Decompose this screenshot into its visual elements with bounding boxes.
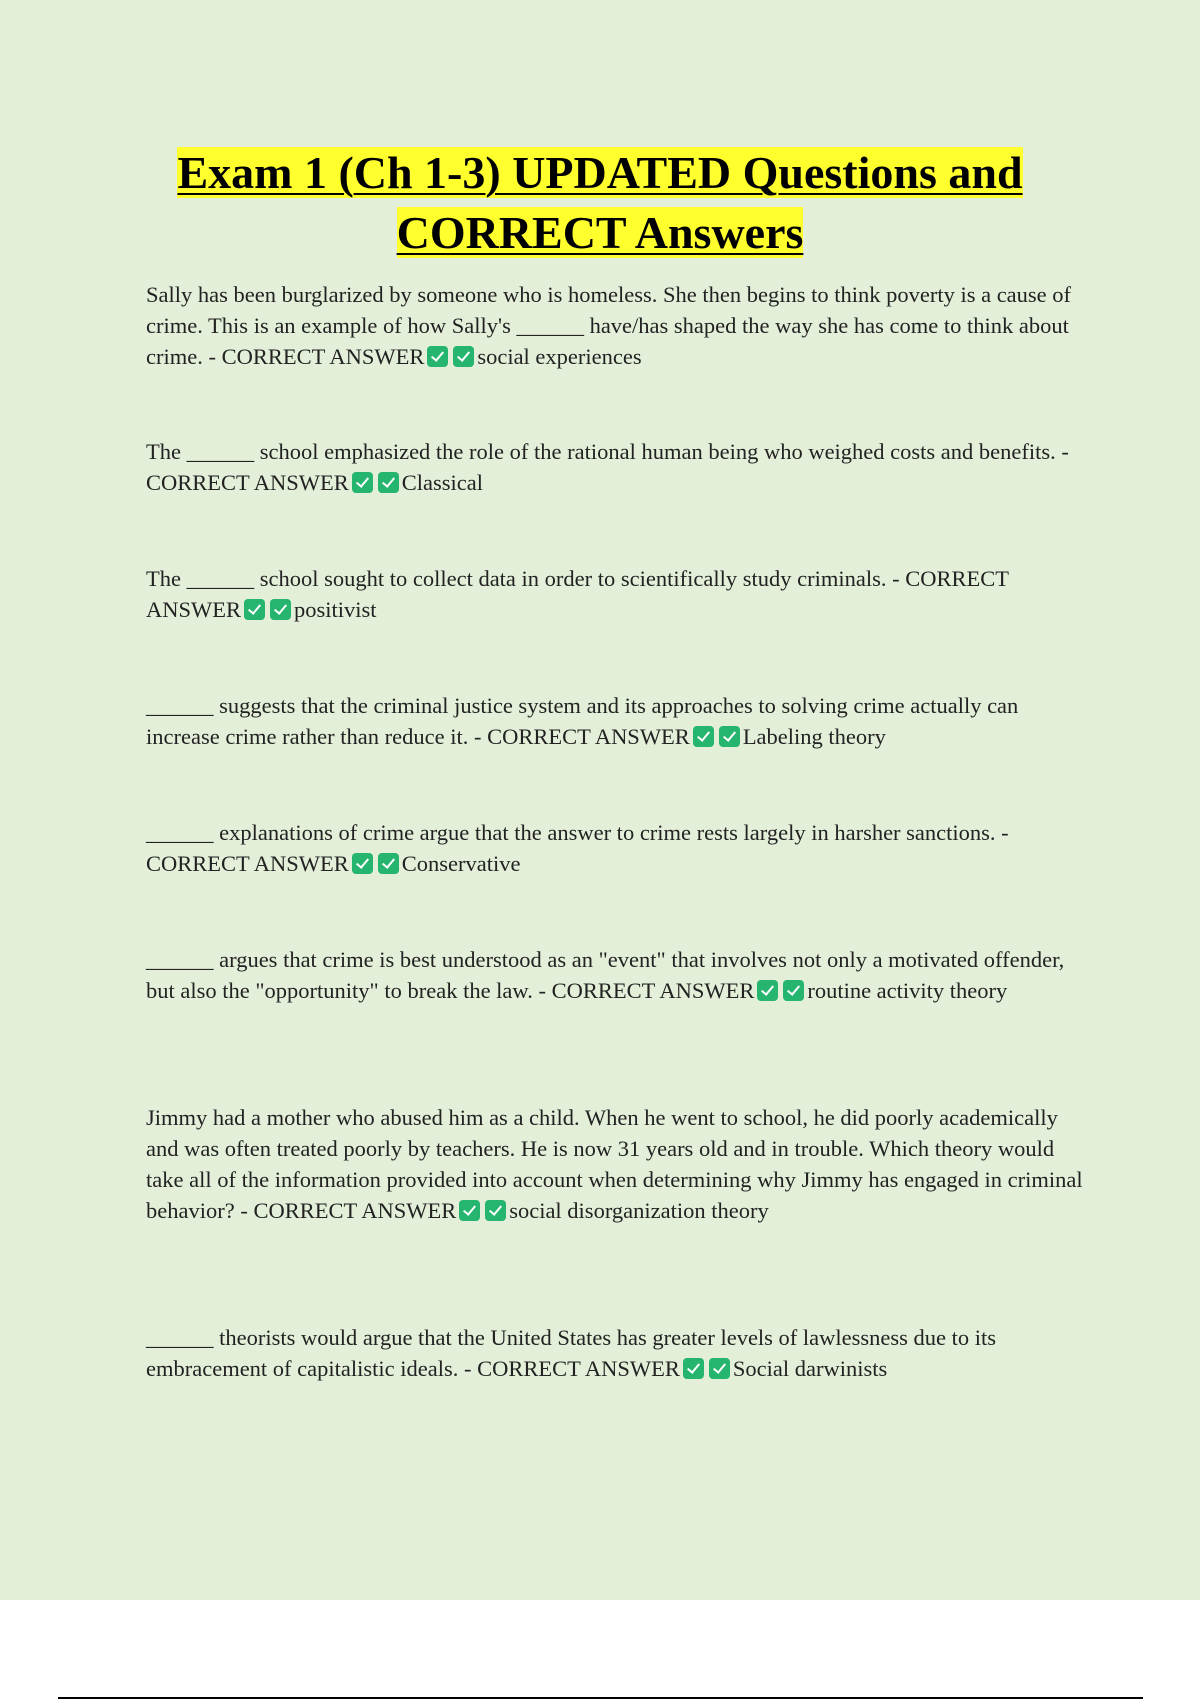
correct-answer-label: - CORRECT ANSWER	[208, 344, 425, 369]
correct-answer-label: - CORRECT ANSWER	[146, 820, 1009, 876]
checkmark-icon	[485, 1200, 506, 1221]
checkmark-icon	[378, 853, 399, 874]
correct-answer-label: - CORRECT ANSWER	[240, 1198, 457, 1223]
checkmark-icon	[693, 726, 714, 747]
checkmark-icon	[352, 472, 373, 493]
checkmark-icon	[757, 980, 778, 1001]
checkmark-icon	[352, 853, 373, 874]
checkmark-icon	[270, 599, 291, 620]
title-line-1: Exam 1 (Ch 1-3) UPDATED Questions and	[177, 147, 1023, 198]
checkmark-icon	[783, 980, 804, 1001]
checkmark-icon	[719, 726, 740, 747]
answer-text: Conservative	[401, 851, 521, 876]
question-text: ______ argues that crime is best understood as an "event" that involves not only a motivated offender, but also the "opportunity" to break the law.	[146, 947, 1065, 1003]
qa-item-2	[146, 436, 1086, 498]
answer-text: positivist	[294, 597, 377, 622]
qa-item-4	[146, 690, 1086, 752]
footer-rule	[58, 1697, 1143, 1699]
answer-text: Social darwinists	[732, 1356, 888, 1381]
checkmark-icon	[244, 599, 265, 620]
checkmark-icon	[683, 1358, 704, 1379]
question-text: The ______ school emphasized the role of the rational human being who weighed costs and benefits.	[146, 439, 1056, 464]
answer-text: social disorganization theory	[509, 1198, 769, 1223]
checkmark-icon	[427, 346, 448, 367]
correct-answer-label: - CORRECT ANSWER	[464, 1356, 680, 1381]
qa-item-5	[146, 817, 1086, 879]
question-text: Jimmy had a mother who abused him as a child. When he went to school, he did poorly academically and was often treated poorly by teachers. He is now 31 years old and in trouble. Which theory would take all of the information provided into account when determining why Jimmy has engaged in criminal behavior?	[146, 1105, 1083, 1223]
correct-answer-label: - CORRECT ANSWER	[146, 439, 1069, 495]
answer-text: routine activity theory	[807, 978, 1008, 1003]
title-line-2: CORRECT Answers	[396, 207, 804, 258]
question-text: ______ explanations of crime argue that the answer to crime rests largely in harsher sanctions.	[146, 820, 996, 845]
qa-item-3	[146, 563, 1086, 625]
question-text: Sally has been burglarized by someone who is homeless. She then begins to think poverty is a cause of crime. This is an example of how Sally's ______ have/has shaped the way she has come to think about crime.	[146, 282, 1072, 369]
answer-text: social experiences	[477, 344, 642, 369]
checkmark-icon	[378, 472, 399, 493]
qa-item-1	[146, 279, 1086, 372]
qa-item-8	[146, 1322, 1086, 1384]
checkmark-icon	[459, 1200, 480, 1221]
question-text: ______ theorists would argue that the United States has greater levels of lawlessness due to its embracement of capitalistic ideals.	[146, 1325, 997, 1381]
answer-text: Labeling theory	[742, 724, 886, 749]
document-title	[120, 143, 1080, 263]
checkmark-icon	[453, 346, 474, 367]
correct-answer-label: - CORRECT ANSWER	[146, 566, 1009, 622]
correct-answer-label: - CORRECT ANSWER	[538, 978, 755, 1003]
question-text: ______ suggests that the criminal justice system and its approaches to solving crime actually can increase crime rather than reduce it.	[146, 693, 1019, 749]
qa-item-7	[146, 1102, 1086, 1226]
question-text: The ______ school sought to collect data in order to scientifically study criminals.	[146, 566, 887, 591]
qa-item-6	[146, 944, 1086, 1006]
correct-answer-label: - CORRECT ANSWER	[473, 724, 690, 749]
answer-text: Classical	[401, 470, 483, 495]
checkmark-icon	[709, 1358, 730, 1379]
